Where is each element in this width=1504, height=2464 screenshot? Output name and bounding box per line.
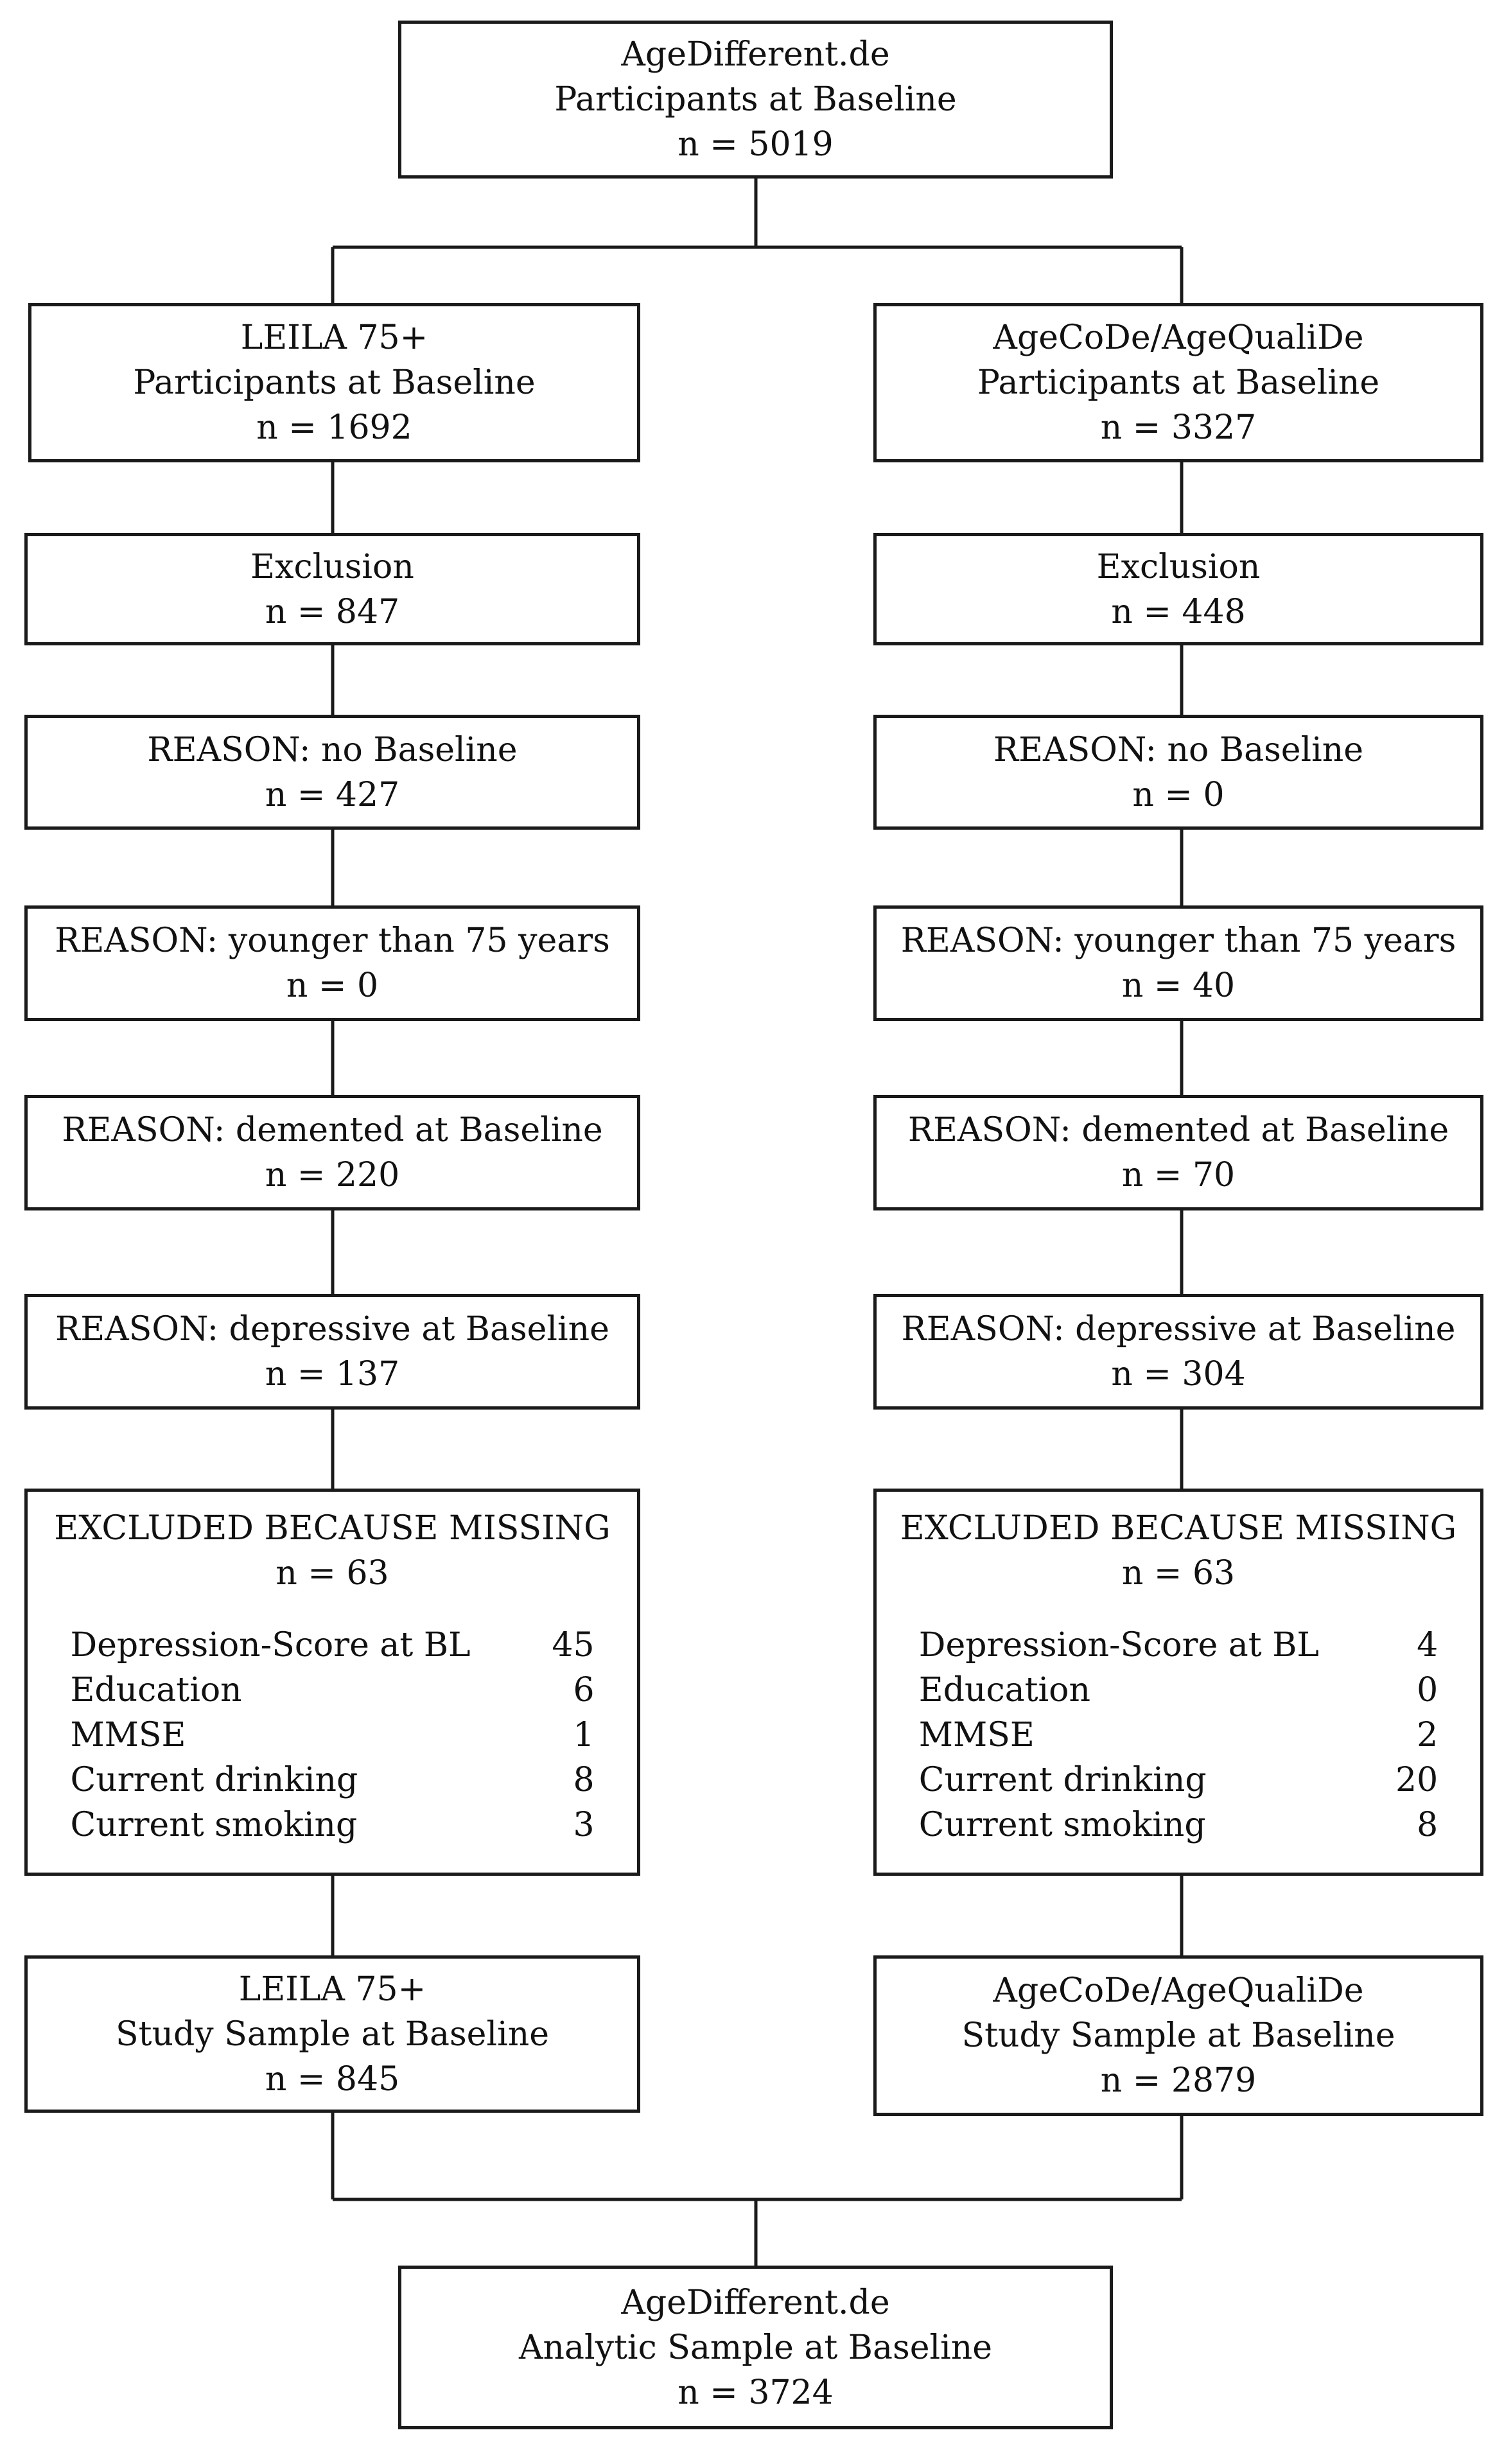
reason-label: REASON: no Baseline <box>993 730 1364 769</box>
missing-row-mmse <box>919 1713 1438 1758</box>
reason-count: n = 304 <box>1111 1355 1246 1394</box>
reason-count: n = 0 <box>1132 775 1225 814</box>
missing-value: 1 <box>573 1716 595 1754</box>
reason-label: REASON: younger than 75 years <box>55 922 610 960</box>
missing-value: 0 <box>1417 1671 1438 1709</box>
box-title: AgeCoDe/AgeQualiDe <box>993 319 1364 357</box>
box-subtitle: Participants at Baseline <box>977 363 1380 402</box>
missing-value: 8 <box>1417 1806 1438 1844</box>
missing-label: Depression-Score at BL <box>918 1626 1319 1665</box>
missing-row-drinking <box>919 1758 1438 1803</box>
missing-row-education <box>70 1668 594 1713</box>
agecode-participants-box <box>873 303 1483 462</box>
reason-label: REASON: demented at Baseline <box>62 1111 603 1149</box>
missing-row-depression <box>919 1623 1438 1668</box>
agecode-reason-depressive-box <box>873 1294 1483 1410</box>
missing-row-smoking <box>919 1803 1438 1848</box>
missing-label: Education <box>918 1671 1090 1709</box>
box-subtitle: Participants at Baseline <box>133 363 536 402</box>
missing-value: 45 <box>552 1626 595 1665</box>
missing-label: Education <box>70 1671 242 1709</box>
leila-reason-younger-box <box>24 905 640 1021</box>
analytic-sample-box <box>398 2266 1113 2429</box>
missing-value: 4 <box>1417 1626 1438 1665</box>
reason-count: n = 0 <box>286 966 379 1005</box>
leila-reason-depressive-box <box>24 1294 640 1410</box>
box-title: AgeCoDe/AgeQualiDe <box>993 1971 1364 2010</box>
box-count: n = 63 <box>275 1554 389 1593</box>
reason-label: REASON: younger than 75 years <box>900 922 1456 960</box>
missing-label: Current smoking <box>70 1806 358 1844</box>
box-subtitle: Analytic Sample at Baseline <box>518 2328 992 2367</box>
box-title: LEILA 75+ <box>240 319 428 357</box>
agecode-missing-box <box>873 1489 1483 1876</box>
box-title: Exclusion <box>250 547 414 586</box>
box-subtitle: Participants at Baseline <box>554 80 957 119</box>
missing-value: 8 <box>573 1761 595 1799</box>
missing-row-mmse <box>70 1713 594 1758</box>
box-count: n = 5019 <box>678 125 834 164</box>
box-subtitle: Study Sample at Baseline <box>116 2014 549 2054</box>
box-count: n = 63 <box>1121 1554 1236 1593</box>
agecode-study-sample-box <box>873 1955 1483 2116</box>
box-title: EXCLUDED BECAUSE MISSING <box>54 1509 611 1548</box>
missing-row-drinking <box>70 1758 594 1803</box>
agecode-exclusion-box <box>873 533 1483 645</box>
missing-value: 2 <box>1417 1716 1438 1754</box>
agecode-reason-younger-box <box>873 905 1483 1021</box>
missing-label: Current smoking <box>918 1806 1206 1844</box>
baseline-participants-box <box>398 21 1113 179</box>
leila-exclusion-box <box>24 533 640 645</box>
reason-count: n = 427 <box>265 775 400 814</box>
missing-variable-list <box>70 1623 594 1848</box>
missing-label: Current drinking <box>70 1761 358 1799</box>
reason-label: REASON: depressive at Baseline <box>901 1310 1456 1349</box>
reason-count: n = 220 <box>265 1156 400 1194</box>
box-count: n = 847 <box>265 592 400 631</box>
missing-label: Current drinking <box>918 1761 1207 1799</box>
missing-value: 3 <box>573 1806 595 1844</box>
box-count: n = 448 <box>1111 592 1246 631</box>
leila-participants-box <box>28 303 640 462</box>
missing-row-depression <box>70 1623 594 1668</box>
box-title: AgeDifferent.de <box>621 2283 890 2322</box>
missing-value: 6 <box>573 1671 595 1709</box>
reason-label: REASON: demented at Baseline <box>907 1111 1449 1149</box>
box-title: AgeDifferent.de <box>621 35 890 74</box>
missing-row-education <box>919 1668 1438 1713</box>
agecode-reason-demented-box <box>873 1095 1483 1210</box>
leila-missing-box <box>24 1489 640 1876</box>
missing-row-smoking <box>70 1803 594 1848</box>
leila-reason-demented-box <box>24 1095 640 1210</box>
leila-study-sample-box <box>24 1955 640 2113</box>
agecode-reason-no-baseline-box <box>873 715 1483 830</box>
box-count: n = 2879 <box>1100 2061 1257 2100</box>
box-title: EXCLUDED BECAUSE MISSING <box>900 1509 1457 1548</box>
reason-count: n = 70 <box>1121 1156 1236 1194</box>
missing-label: MMSE <box>918 1716 1035 1754</box>
reason-count: n = 40 <box>1121 966 1236 1005</box>
missing-variable-list <box>919 1623 1438 1848</box>
leila-reason-no-baseline-box <box>24 715 640 830</box>
missing-label: Depression-Score at BL <box>70 1626 471 1665</box>
reason-label: REASON: no Baseline <box>147 730 518 769</box>
missing-label: MMSE <box>70 1716 186 1754</box>
box-count: n = 3327 <box>1100 408 1257 447</box>
box-title: LEILA 75+ <box>238 1970 426 2009</box>
box-title: Exclusion <box>1096 547 1261 586</box>
reason-label: REASON: depressive at Baseline <box>55 1310 609 1349</box>
missing-value: 20 <box>1395 1761 1438 1799</box>
box-count: n = 3724 <box>678 2373 834 2412</box>
box-count: n = 845 <box>265 2059 400 2099</box>
reason-count: n = 137 <box>265 1355 400 1394</box>
box-subtitle: Study Sample at Baseline <box>961 2016 1395 2055</box>
box-count: n = 1692 <box>256 408 412 447</box>
